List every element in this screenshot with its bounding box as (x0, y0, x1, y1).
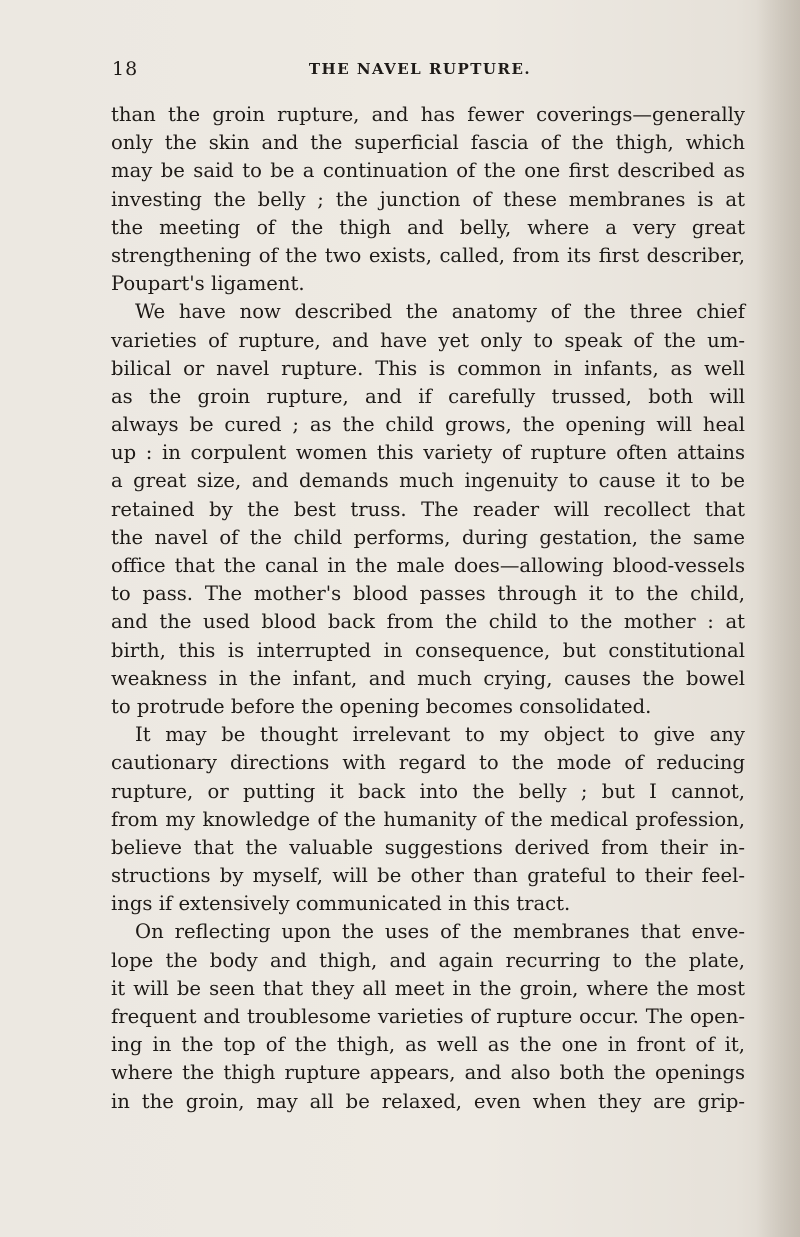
text-line: bilical or navel rupture. This is common in infants, as well (111, 356, 745, 380)
text-line: where the thigh rupture appears, and also both the openings (111, 1061, 745, 1085)
text-line: always be cured ; as the child grows, the opening will heal (111, 413, 745, 437)
page-header (100, 58, 740, 84)
text-line: it will be seen that they all meet in the groin, where the most (111, 976, 745, 1000)
text-line: investing the belly ; the junction of these membranes is at (111, 187, 745, 211)
text-line: lope the body and thigh, and again recurring to the plate, (111, 948, 745, 972)
text-line: up : in corpulent women this variety of rupture often attains (111, 441, 745, 465)
text-line: It may be thought irrelevant to my object to give any (135, 723, 745, 747)
text-line: may be said to be a continuation of the one first described as (111, 159, 745, 183)
text-line: than the groin rupture, and has fewer coverings—generally (111, 103, 745, 126)
text-line: cautionary directions with regard to the mode of reducing (111, 751, 745, 775)
text-line: frequent and troublesome varieties of rupture occur. The open- (111, 1005, 745, 1028)
running-title: THE NAVEL RUPTURE. (308, 60, 532, 78)
text-line: to protrude before the opening becomes consolidated. (111, 694, 652, 718)
text-line: weakness in the infant, and much crying, causes the bowel (111, 666, 745, 690)
text-line: office that the canal in the male does—allowing blood-vessels (111, 554, 745, 577)
page-edge-shadow (756, 0, 800, 1237)
text-line: varieties of rupture, and have yet only to speak of the um- (111, 328, 745, 352)
text-line: birth, this is interrupted in consequence, but constitutional (111, 638, 745, 662)
page-number: 18 (112, 58, 139, 80)
text-line: the meeting of the thigh and belly, where a very great (111, 215, 745, 239)
text-line: strengthening of the two exists, called, from its first describer, (111, 243, 745, 267)
text-line: rupture, or putting it back into the belly ; but I cannot, (111, 779, 745, 803)
text-line: only the skin and the superficial fascia of the thigh, which (111, 131, 745, 155)
text-line: the navel of the child performs, during gestation, the same (111, 525, 745, 549)
text-line: from my knowledge of the humanity of the medical profession, (111, 807, 745, 831)
text-line: retained by the best truss. The reader will recollect that (111, 497, 745, 521)
body-text (111, 101, 745, 1116)
text-line: in the groin, may all be relaxed, even when they are grip- (111, 1089, 745, 1113)
text-line: to pass. The mother's blood passes through it to the child, (111, 582, 745, 606)
text-line: believe that the valuable suggestions derived from their in- (111, 835, 745, 859)
text-line: as the groin rupture, and if carefully trussed, both will (111, 384, 745, 408)
text-line: structions by myself, will be other than grateful to their feel- (111, 864, 745, 888)
text-line: a great size, and demands much ingenuity to cause it to be (111, 469, 745, 493)
text-line: Poupart's ligament. (111, 272, 305, 296)
text-line: We have now described the anatomy of the three chief (135, 300, 745, 324)
text-line: On reflecting upon the uses of the membranes that enve- (135, 920, 745, 944)
text-line: ing in the top of the thigh, as well as the one in front of it, (111, 1033, 745, 1057)
text-line: and the used blood back from the child to the mother : at (111, 610, 745, 634)
text-line: ings if extensively communicated in this tract. (111, 892, 571, 916)
